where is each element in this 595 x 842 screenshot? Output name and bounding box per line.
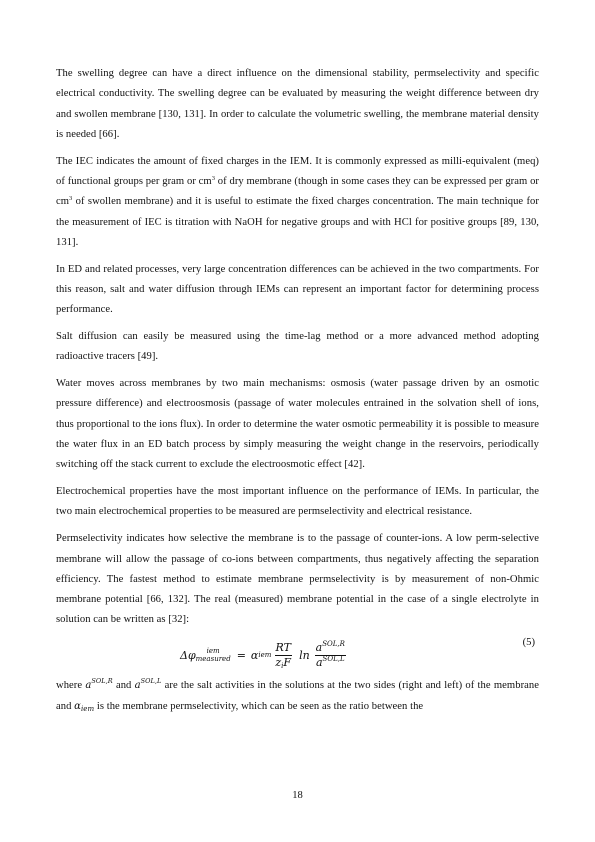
paragraph-permselectivity: Permselectivity indicates how selective the membrane is to the passage of counter-ions. A low perm-selective membrane will allow the passage of co-ions between compartments, thus negatively affecting the separation efficiency. The fastest method to estimate membrane permselectivity is by measurement of non-Ohmic membrane potential [66, 132]. The real (measured) membrane potential in the case of a single electrolyte in solution can be written as [32]: <box>56 533 539 626</box>
eq-activity-right-superscript: SOL,R <box>322 639 345 648</box>
eq-faraday: F <box>283 655 292 669</box>
explanation-a-right: a <box>85 680 92 692</box>
superscript-3: 3 <box>69 195 73 203</box>
eq-delta-phi: Δφ <box>180 648 196 662</box>
eq-phi-superscript: iem <box>206 647 220 656</box>
eq-alpha: α <box>250 648 259 662</box>
explanation-a-left: a <box>134 680 141 692</box>
eq-activity-left <box>315 656 346 670</box>
explanation-and: and <box>112 680 135 692</box>
eq-fraction-activities <box>315 641 346 670</box>
explanation-a-right-superscript: SOL,R <box>91 677 113 686</box>
eq-phi-indices <box>196 647 231 663</box>
eq-phi-subscript: measured <box>195 655 231 664</box>
eq-z: z <box>275 655 282 669</box>
eq-ln: ln <box>299 648 310 662</box>
equation-5 <box>56 637 539 673</box>
paragraph-iec-text-3: of swollen membrane) and it is useful to estimate the fixed charges concentration. The main technique for the measurement of IEC is titration with NaOH for negative groups and with HCl for positive groups [89, 130, 131]. <box>56 196 539 248</box>
eq-activity-right <box>315 641 346 656</box>
paragraph-equation-explanation <box>56 676 539 717</box>
paragraph-electrochemical-properties: Electrochemical properties have the most important influence on the performance of IEMs. In particular, the two main electrochemical properties to be measured are permselectivity and electrical resistance. <box>56 486 539 518</box>
paragraph-swelling-degree: The swelling degree can have a direct influence on the dimensional stability, permselectivity and specific electrical conductivity. The swelling degree can be evaluated by measuring the weight difference between dry and swollen membrane [130, 131]. In order to calculate the volumetric swelling, the membrane material density is needed [66]. <box>56 68 539 140</box>
explanation-middle: are the salt activities in the solutions at the two sides (right and left) of the membrane and <box>56 680 539 712</box>
paragraph-water-transport: Water moves across membranes by two main mechanisms: osmosis (water passage driven by an osmotic pressure difference) and electroosmosis (passage of water molecules entrained in the solvation shell of ions, thus proportional to the ions flux). In order to determine the water osmotic permeability it is possible to measure the water flux in an ED batch process by simply measuring the weight change in the reservoirs, periodically switching off the stack current to exclude the electroosmotic effect [42]. <box>56 378 539 471</box>
explanation-a-left-superscript: SOL,L <box>140 677 162 686</box>
eq-activity-left-superscript: SOL,L <box>322 654 345 663</box>
superscript-3: 3 <box>211 174 216 182</box>
explanation-end: is the membrane permselectivity, which can be seen as the ratio between the <box>94 700 424 712</box>
explanation-where: where <box>56 680 86 692</box>
paragraph-salt-diffusion: Salt diffusion can easily be measured using the time-lag method or a more advanced method adopting radioactive tracers [49]. <box>56 331 539 363</box>
eq-fraction-denominator <box>274 656 292 670</box>
explanation-alpha-subscript: iem <box>80 704 95 713</box>
page-number: 18 <box>292 790 303 801</box>
paragraph-concentration-differences: In ED and related processes, very large concentration differences can be achieved in the two compartments. For this reason, salt and water diffusion through IEMs can represent an important factor for determining process performance. <box>56 263 539 316</box>
eq-z-subscript: i <box>281 661 284 670</box>
equation-number: (5) <box>522 637 535 649</box>
eq-activity-left-a: a <box>315 655 323 669</box>
explanation-alpha: α <box>74 700 81 712</box>
page-body <box>56 64 539 723</box>
eq-fraction-numerator: RT <box>275 640 291 654</box>
eq-fraction-rt-zf <box>274 641 292 670</box>
paragraph-iec-text-1: The IEC indicates the amount of fixed charges in the IEM. It is commonly expressed as milli-equivalent (meq) of functional groups per gram or cm <box>56 155 539 187</box>
eq-equals-sign: = <box>236 648 246 662</box>
equation-body: Δφ iem measured = α iem $\frac{RT}{\text{ziF}}$ ln $\frac{a^{SOL,R}}{a^{SOL,L}}$ <box>180 639 345 670</box>
eq-activity-right-a: a <box>315 640 323 654</box>
paragraph-iec-text-2: of dry membrane (though in some cases they can be expressed per gram or cm <box>56 175 539 208</box>
paragraph-iec <box>56 152 539 253</box>
